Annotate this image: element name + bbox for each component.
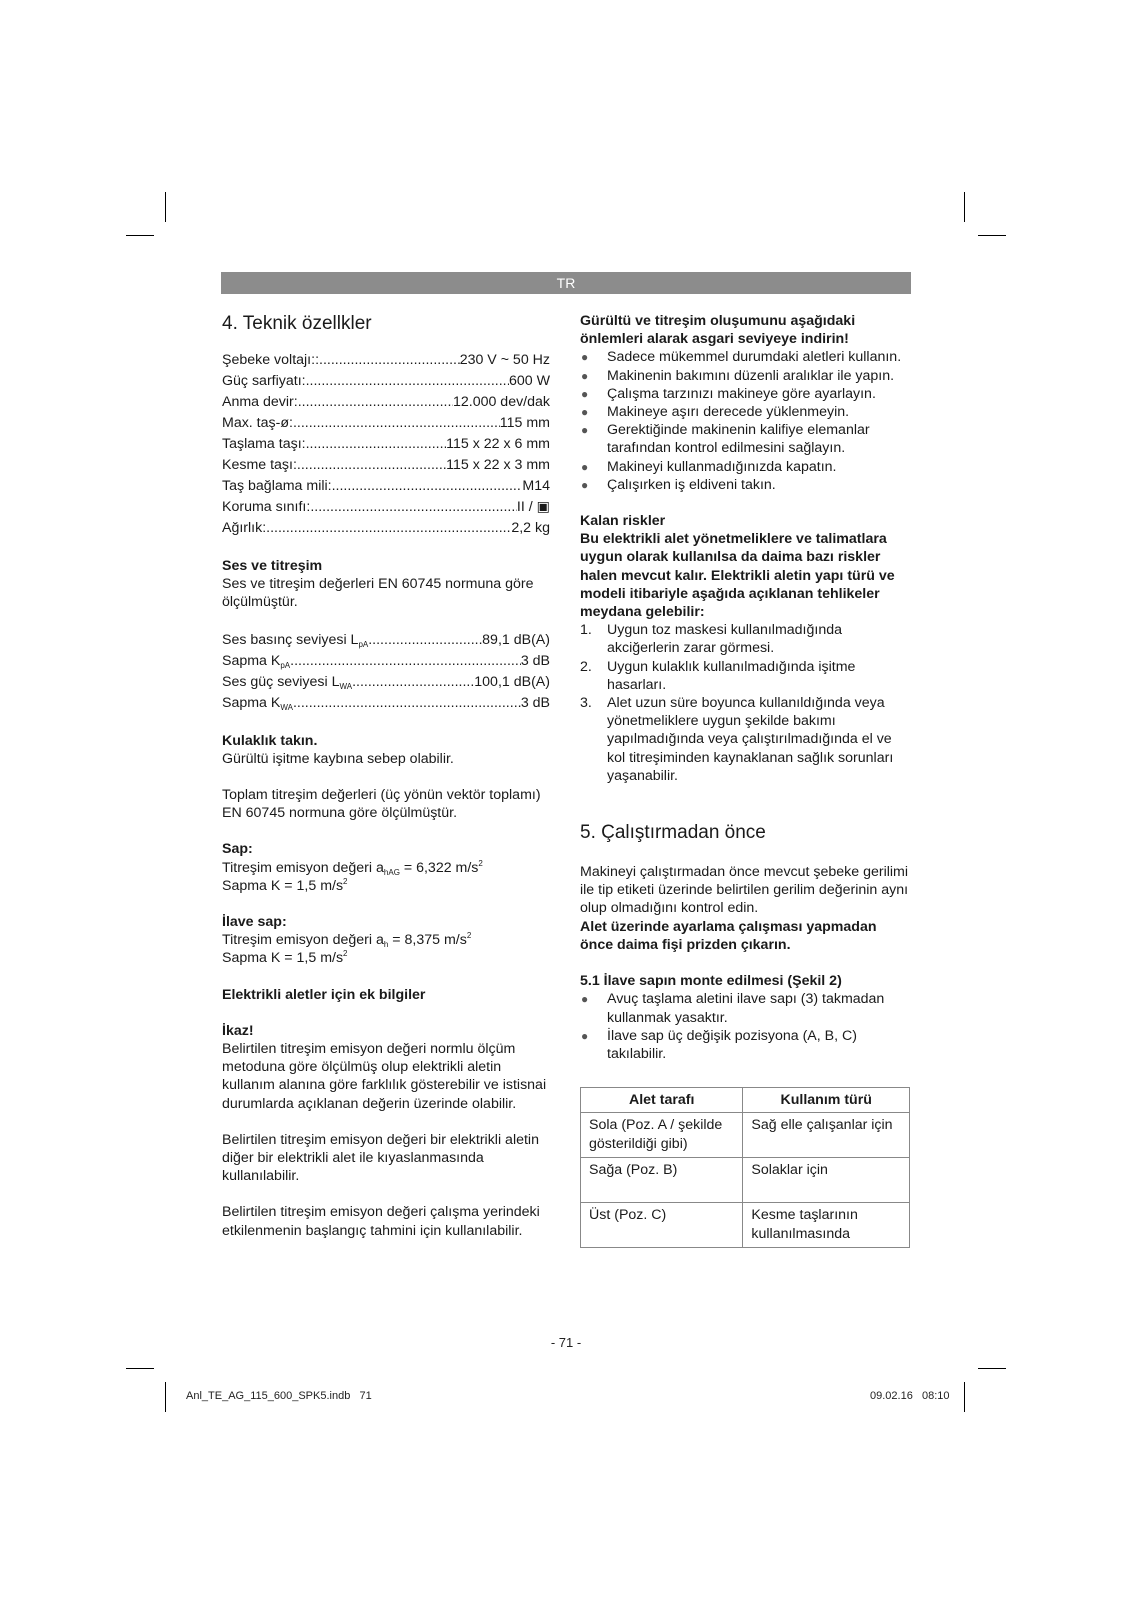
crop-mark — [978, 235, 1006, 236]
crop-mark — [964, 1382, 965, 1412]
table-row — [581, 1203, 910, 1248]
residual-risk-list — [580, 621, 910, 785]
spec-row: Koruma sınıfı: ..... II / ▣ — [222, 497, 550, 518]
warning-text-1: Belirtilen titreşim emisyon değeri normlu ölçüm metoduna göre ölçülmüş olup elektrikli aletin kullanım alanına göre farklılık gösterebilir ve istisnai durumlarda açıklanan değerin üzerinde olabilir. — [222, 1041, 547, 1112]
noise-reduction-heading: Gürültü ve titreşim oluşumunu aşağıdaki önlemleri alarak asgari seviyeye indirin! — [580, 313, 856, 348]
list-item: ● Makineyi kullanmadığınızda kapatın. — [581, 458, 837, 475]
footer-filename: Anl_TE_AG_115_600_SPK5.indb 71 — [186, 1390, 372, 1402]
list-item: ● Avuç taşlama aletini ilave sapı (3) takmadan kullanmak yasaktır. — [581, 991, 885, 1026]
list-item: 3. Alet uzun süre boyunca kullanıldığında veya yönetmeliklere uygun şekilde bakımı yapılmadığında veya çalıştırılmadığında el ve kol titreşiminden kaynaklanan sağlık sorunları yaşanabilir. — [580, 695, 894, 784]
table-header-row — [581, 1088, 910, 1113]
residual-risk-heading: Kalan riskler — [580, 513, 666, 530]
table-cell: Sola (Poz. A / şekilde gösterildiği gibi) — [581, 1113, 743, 1158]
sound-row: Sapma $K_{WA}$ ..... 3 dB — [222, 693, 550, 714]
ear-text: Gürültü işitme kaybına sebep olabilir. — [222, 750, 454, 767]
handle-mount-list — [580, 990, 910, 1063]
ear-heading: Kulaklık takın. — [222, 732, 318, 749]
sap-deviation: Sapma K = 1,5 $m/s^2$ — [222, 876, 348, 894]
spec-row: Kesme taşı: ..... 115 x 22 x 3 mm — [222, 455, 550, 476]
crop-mark — [165, 1382, 166, 1412]
table-cell: Sağa (Poz. B) — [581, 1158, 743, 1203]
list-item: ● Çalışırken iş eldiveni takın. — [581, 476, 776, 493]
ilave-emission: Titreşim emisyon değeri $a_h = 8,375$ $m/s^2$ — [222, 931, 472, 950]
usage-table — [580, 1087, 910, 1248]
spec-row: Güç sarfiyatı: ..... 600 W — [222, 371, 550, 392]
list-item: ● Gerektiğinde makinenin kalifiye elemanlar tarafından kontrol edilmesini sağlayın. — [581, 422, 870, 457]
table-cell: Sağ elle çalışanlar için — [743, 1113, 910, 1158]
sound-row: Ses güç seviyesi $L_{WA}$ ..... 100,1 dB(A) — [222, 672, 550, 693]
section-title-before-start: 5. Çalıştırmadan önce — [580, 822, 766, 844]
right-column — [580, 312, 910, 1248]
left-column — [222, 312, 550, 1240]
handle-mount-heading: 5.1 İlave sapın monte edilmesi (Şekil 2) — [580, 973, 842, 990]
list-item: ● Çalışma tarzınızı makineye göre ayarlayın. — [581, 385, 876, 402]
crop-mark — [964, 192, 965, 222]
footer-date: 09.02.16 08:10 — [870, 1390, 950, 1402]
vibration-total-text: Toplam titreşim değerleri (üç yönün vektör toplamı) EN 60745 normuna göre ölçülmüştür. — [222, 787, 541, 822]
table-cell: Üst (Poz. C) — [581, 1203, 743, 1248]
list-item: ● Makineye aşırı derecede yüklenmeyin. — [581, 404, 850, 421]
spec-row: Şebeke voltajı:: ..... 230 V ~ 50 Hz — [222, 350, 550, 371]
sound-text: Ses ve titreşim değerleri EN 60745 normuna göre ölçülmüştür. — [222, 576, 534, 611]
list-item: 1. Uygun toz maskesi kullanılmadığında akciğerlerin zarar görmesi. — [580, 622, 843, 657]
list-item: ● Makinenin bakımını düzenli aralıklar ile yapın. — [581, 367, 895, 384]
table-header-cell: Kullanım türü — [743, 1088, 910, 1113]
crop-mark — [165, 192, 166, 222]
language-tab: TR — [221, 272, 911, 294]
sound-heading: Ses ve titreşim — [222, 558, 323, 574]
spec-row: Ağırlık: ..... 2,2 kg — [222, 518, 550, 539]
sap-emission: Titreşim emisyon değeri $a_{hAG} = 6,322$ $m/s^2$ — [222, 858, 483, 877]
warning-text-3: Belirtilen titreşim emisyon değeri çalışma yerindeki etkilenmenin başlangıç tahmini için kullanılabilir. — [222, 1204, 540, 1239]
section-title-technical: 4. Teknik özellkler — [222, 313, 372, 334]
crop-mark — [126, 1368, 154, 1369]
sap-heading: Sap: — [222, 841, 253, 858]
table-row — [581, 1113, 910, 1158]
sound-row: Ses basınç seviyesi $L_{pA}$ ..... 89,1 dB(A) — [222, 630, 550, 651]
crop-mark — [126, 235, 154, 236]
spec-row: Max. taş-ø: ..... 115 mm — [222, 413, 550, 434]
extra-info-heading: Elektrikli aletler için ek bilgiler — [222, 986, 426, 1003]
noise-reduction-list — [580, 348, 910, 494]
crop-mark — [978, 1368, 1006, 1369]
sound-values — [222, 630, 550, 714]
spec-row: Taşlama taşı: ..... 115 x 22 x 6 mm — [222, 434, 550, 455]
table-cell: Solaklar için — [743, 1158, 910, 1203]
spec-list — [222, 350, 550, 539]
table-row — [581, 1158, 910, 1203]
table-cell: Kesme taşlarının kullanılmasında — [743, 1203, 910, 1248]
spec-row: Taş bağlama mili: ..... M14 — [222, 476, 550, 497]
warning-text-2: Belirtilen titreşim emisyon değeri bir elektrikli aletin diğer bir elektrikli alet ile kıyaslanmasında kullanılabilir. — [222, 1131, 539, 1185]
list-item: ● Sadece mükemmel durumdaki aletleri kullanın. — [581, 349, 902, 366]
ilave-heading: İlave sap: — [222, 914, 287, 931]
residual-risk-intro: Bu elektrikli alet yönetmeliklere ve talimatlara uygun olarak kullanılsa da daima bazı riskler halen mevcut kalır. Elektrikli aletin yapı türü ve modeli itibariyle aşağıda açıklanan tehlikeler meydana gelebilir: — [580, 531, 895, 621]
table-header-cell: Alet tarafı — [581, 1088, 743, 1113]
list-item: ● İlave sap üç değişik pozisyona (A, B, C) takılabilir. — [581, 1027, 857, 1062]
warning-heading: İkaz! — [222, 1022, 254, 1039]
ilave-deviation: Sapma K = 1,5 $m/s^2$ — [222, 949, 348, 967]
before-start-text: Makineyi çalıştırmadan önce mevcut şebeke gerilimi ile tip etiketi üzerinde belirtilen gerilim değerinin aynı olup olmadığını kontrol edin. — [580, 864, 909, 917]
sound-row: Sapma $K_{pA}$ ..... 3 dB — [222, 651, 550, 672]
before-start-warning: Alet üzerinde ayarlama çalışması yapmadan önce daima fişi prizden çıkarın. — [580, 918, 877, 953]
spec-row: Anma devir: ..... 12.000 dev/dak — [222, 392, 550, 413]
list-item: 2. Uygun kulaklık kullanılmadığında işitme hasarları. — [580, 658, 856, 693]
page-number: - 71 - — [550, 1335, 582, 1350]
